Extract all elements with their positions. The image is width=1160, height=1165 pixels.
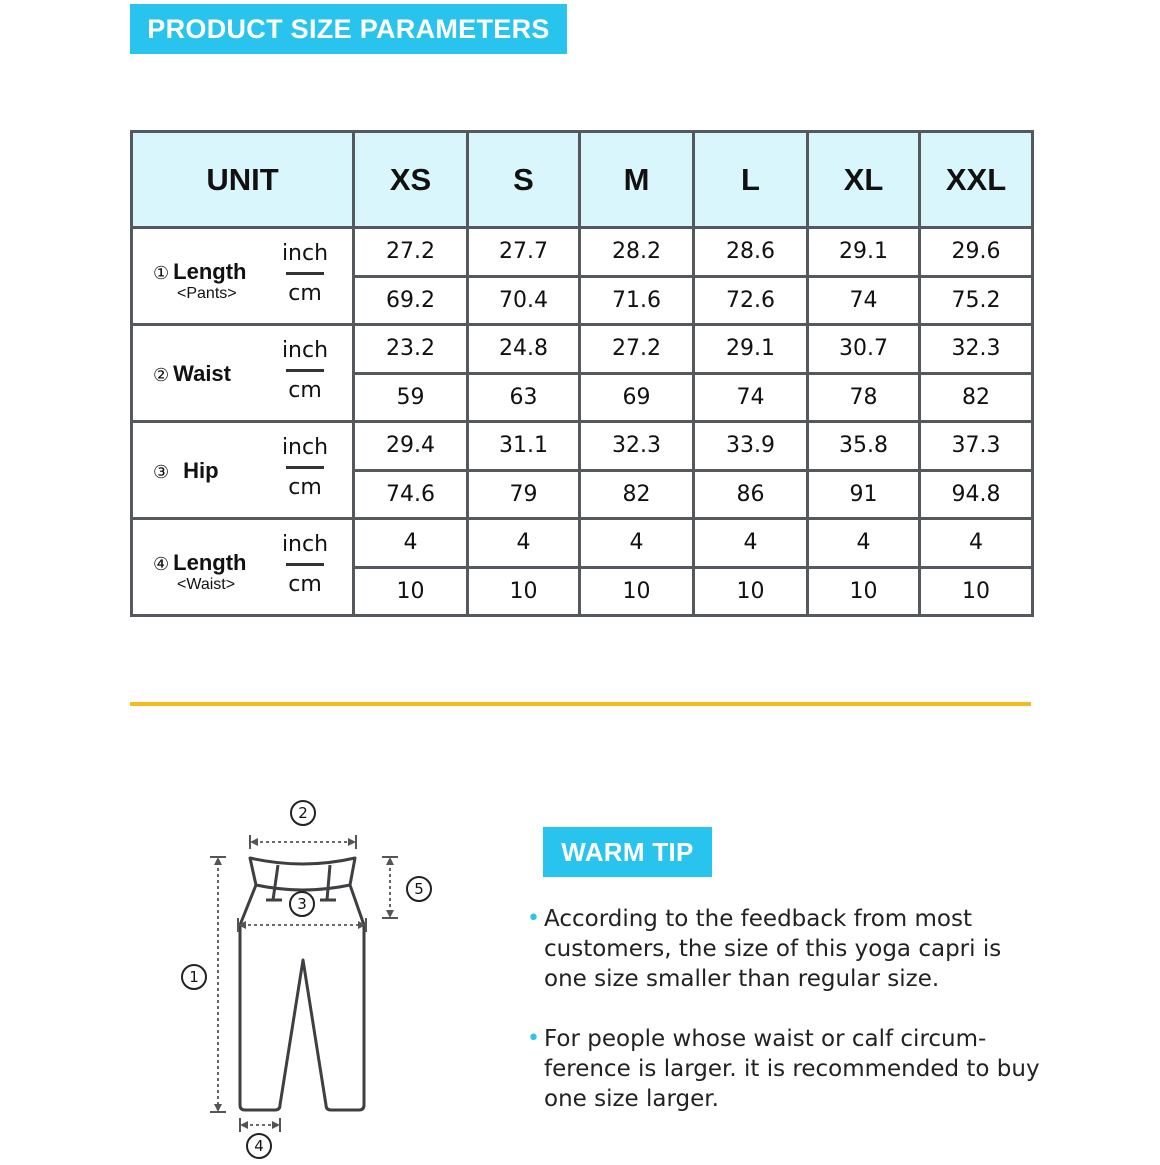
table-cell: 29.1 <box>694 325 808 374</box>
table-cell: 70.4 <box>468 276 580 325</box>
unit-cm: cm <box>288 572 322 597</box>
section-divider <box>130 702 1031 706</box>
table-row <box>132 325 1033 374</box>
table-cell: 29.1 <box>808 228 920 277</box>
unit-divider <box>286 369 324 372</box>
unit-inch: inch <box>281 532 329 557</box>
unit-stack <box>278 532 332 597</box>
measure-label-hip <box>132 422 354 519</box>
table-cell: 37.3 <box>920 422 1033 471</box>
table-cell: 4 <box>354 519 468 568</box>
table-cell: 10 <box>354 567 468 616</box>
marker-number: ② <box>153 365 170 385</box>
size-table <box>130 130 1034 617</box>
table-row <box>132 519 1033 568</box>
marker-label: 3 <box>297 895 307 913</box>
size-header-xs: XS <box>354 132 468 228</box>
table-cell: 59 <box>354 373 468 422</box>
unit-inch: inch <box>281 435 329 460</box>
table-cell: 28.6 <box>694 228 808 277</box>
measure-label-length-pants <box>132 228 354 325</box>
table-cell: 74.6 <box>354 470 468 519</box>
list-item <box>527 1024 1047 1114</box>
table-cell: 94.8 <box>920 470 1033 519</box>
unit-cm: cm <box>288 475 322 500</box>
table-cell: 75.2 <box>920 276 1033 325</box>
table-cell: 27.7 <box>468 228 580 277</box>
table-cell: 23.2 <box>354 325 468 374</box>
table-cell: 74 <box>808 276 920 325</box>
table-cell: 32.3 <box>580 422 694 471</box>
table-cell: 27.2 <box>354 228 468 277</box>
unit-header: UNIT <box>132 132 354 228</box>
table-cell: 82 <box>920 373 1033 422</box>
measure-name: Waist <box>173 361 231 386</box>
table-cell: 82 <box>580 470 694 519</box>
marker-number: ① <box>153 263 170 283</box>
table-cell: 24.8 <box>468 325 580 374</box>
bullet-icon: • <box>527 906 540 931</box>
bullet-icon: • <box>527 1026 540 1051</box>
table-cell: 33.9 <box>694 422 808 471</box>
table-cell: 28.2 <box>580 228 694 277</box>
table-cell: 10 <box>694 567 808 616</box>
warm-tip-title: WARM TIP <box>543 827 712 877</box>
tip-text: For people whose waist or calf circum-ference is larger. it is recommended to buy one size larger. <box>544 1026 1040 1112</box>
table-cell: 72.6 <box>694 276 808 325</box>
unit-stack <box>278 338 332 403</box>
table-cell: 10 <box>920 567 1033 616</box>
table-cell: 4 <box>580 519 694 568</box>
table-cell: 10 <box>808 567 920 616</box>
table-cell: 91 <box>808 470 920 519</box>
table-cell: 4 <box>808 519 920 568</box>
table-cell: 10 <box>468 567 580 616</box>
table-cell: 79 <box>468 470 580 519</box>
unit-divider <box>286 563 324 566</box>
table-cell: 63 <box>468 373 580 422</box>
table-cell: 4 <box>920 519 1033 568</box>
marker-label: 5 <box>414 880 424 898</box>
measure-name: Hip <box>183 458 219 483</box>
measure-sub: <Waist> <box>177 576 236 593</box>
table-cell: 69.2 <box>354 276 468 325</box>
table-cell: 27.2 <box>580 325 694 374</box>
marker-label: 4 <box>254 1137 264 1155</box>
unit-stack <box>278 241 332 306</box>
table-cell: 29.4 <box>354 422 468 471</box>
list-item <box>527 904 1047 994</box>
marker-number: ③ <box>153 462 170 482</box>
table-cell: 32.3 <box>920 325 1033 374</box>
unit-stack <box>278 435 332 500</box>
measure-name: Length <box>173 259 247 284</box>
table-cell: 78 <box>808 373 920 422</box>
tip-text: According to the feedback from most customers, the size of this yoga capri is one size smaller than regular size. <box>544 906 1002 992</box>
pants-measurement-icon <box>170 795 460 1165</box>
table-cell: 29.6 <box>920 228 1033 277</box>
size-header-s: S <box>468 132 580 228</box>
table-row <box>132 228 1033 277</box>
marker-number: ④ <box>153 554 170 574</box>
table-cell: 71.6 <box>580 276 694 325</box>
page-title: PRODUCT SIZE PARAMETERS <box>130 4 567 54</box>
table-cell: 4 <box>468 519 580 568</box>
measure-label-length-waist <box>132 519 354 616</box>
size-header-xxl: XXL <box>920 132 1033 228</box>
table-cell: 4 <box>694 519 808 568</box>
table-cell: 31.1 <box>468 422 580 471</box>
size-header-xl: XL <box>808 132 920 228</box>
measure-name: Length <box>173 550 247 575</box>
tip-list <box>527 904 1047 1144</box>
unit-cm: cm <box>288 281 322 306</box>
unit-inch: inch <box>281 241 329 266</box>
table-cell: 10 <box>580 567 694 616</box>
table-cell: 69 <box>580 373 694 422</box>
table-cell: 74 <box>694 373 808 422</box>
measure-label-waist <box>132 325 354 422</box>
unit-inch: inch <box>281 338 329 363</box>
marker-label: 1 <box>189 968 199 986</box>
unit-divider <box>286 272 324 275</box>
table-row <box>132 422 1033 471</box>
table-cell: 86 <box>694 470 808 519</box>
table-cell: 30.7 <box>808 325 920 374</box>
unit-divider <box>286 466 324 469</box>
unit-cm: cm <box>288 378 322 403</box>
marker-label: 2 <box>298 804 308 822</box>
size-header-m: M <box>580 132 694 228</box>
table-header-row <box>132 132 1033 228</box>
table-cell: 35.8 <box>808 422 920 471</box>
measure-sub: <Pants> <box>177 285 237 302</box>
size-header-l: L <box>694 132 808 228</box>
